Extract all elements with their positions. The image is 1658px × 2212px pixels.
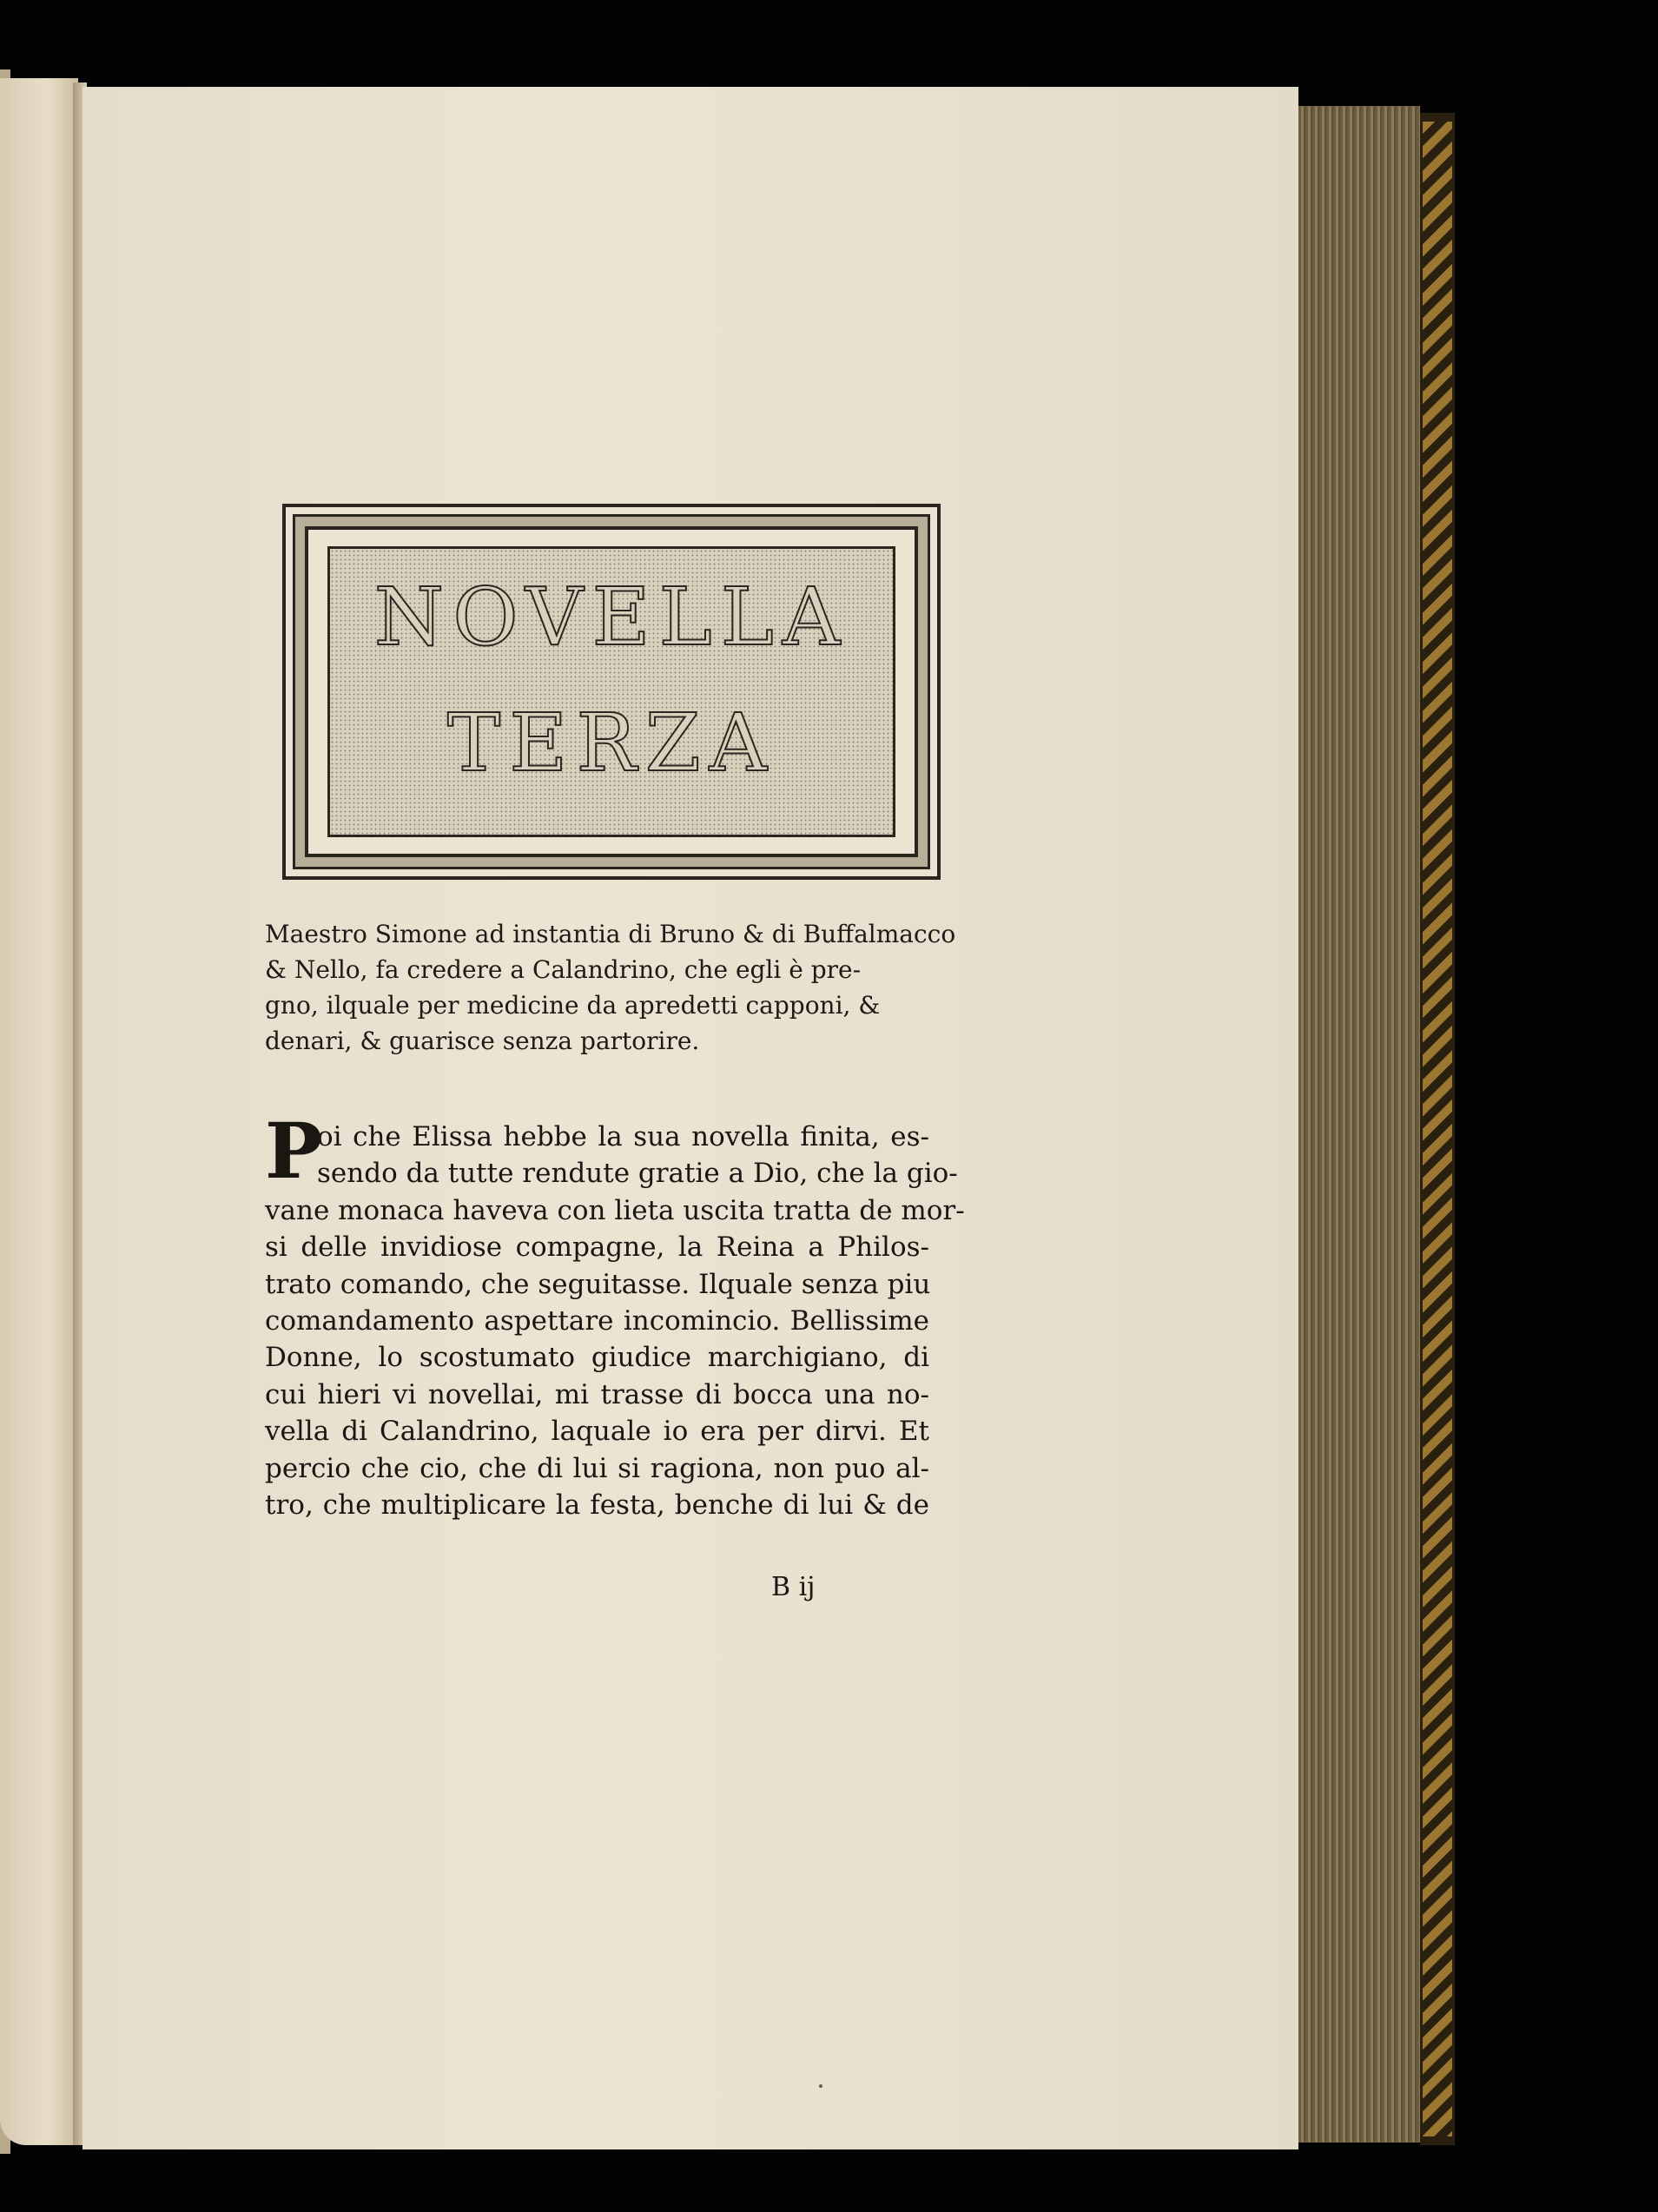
body-line: Donne, lo scostumato giudice marchigiano, di	[265, 1342, 929, 1374]
drop-cap: P	[265, 1106, 323, 1196]
argument-line: Maestro Simone ad instantia di Bruno & di Buffalmacco	[265, 920, 956, 948]
gilt-ornament-pattern	[1423, 122, 1452, 2136]
stippled-panel	[327, 546, 895, 837]
body-line: cui hieri vi novellai, mi trasse di bocca una no-	[265, 1378, 929, 1410]
body-line: oi che Elissa hebbe la sua novella finita, es-	[317, 1121, 929, 1152]
body-line: percio che cio, che di lui si ragiona, non puo al-	[265, 1452, 929, 1484]
argument-line: denari, & guarisce senza partorire.	[265, 1027, 700, 1055]
argument-line: & Nello, fa credere a Calandrino, che egli è pre-	[265, 955, 862, 984]
left-page	[0, 78, 78, 2145]
body-line: si delle invidiose compagne, la Reina a Philos-	[265, 1231, 929, 1264]
body-line: trato comando, che seguitasse. Ilquale senza piu	[265, 1268, 931, 1300]
body-text	[265, 1119, 965, 1523]
body-line: tro, che multiplicare la festa, benche di lui & de	[265, 1489, 929, 1522]
argument-line: gno, ilquale per medicine da apredetti capponi, &	[265, 991, 881, 1020]
heading-line-2: TERZA	[446, 697, 776, 789]
story-argument	[265, 916, 956, 1059]
body-line: comandamento aspettare incomincio. Bellissime	[265, 1305, 929, 1337]
signature-mark: B ij	[771, 1572, 816, 1602]
heading-line-1: NOVELLA	[373, 571, 849, 664]
body-line: vella di Calandrino, laquale io era per dirvi. Et	[265, 1416, 929, 1448]
ornamental-title-frame	[282, 504, 941, 880]
body-line: sendo da tutte rendute gratie a Dio, che la gio-	[317, 1158, 958, 1190]
page-edges	[1298, 106, 1420, 2143]
body-line: vane monaca haveva con lieta uscita tratta de mor-	[265, 1194, 965, 1226]
paper-speck	[819, 2084, 822, 2088]
